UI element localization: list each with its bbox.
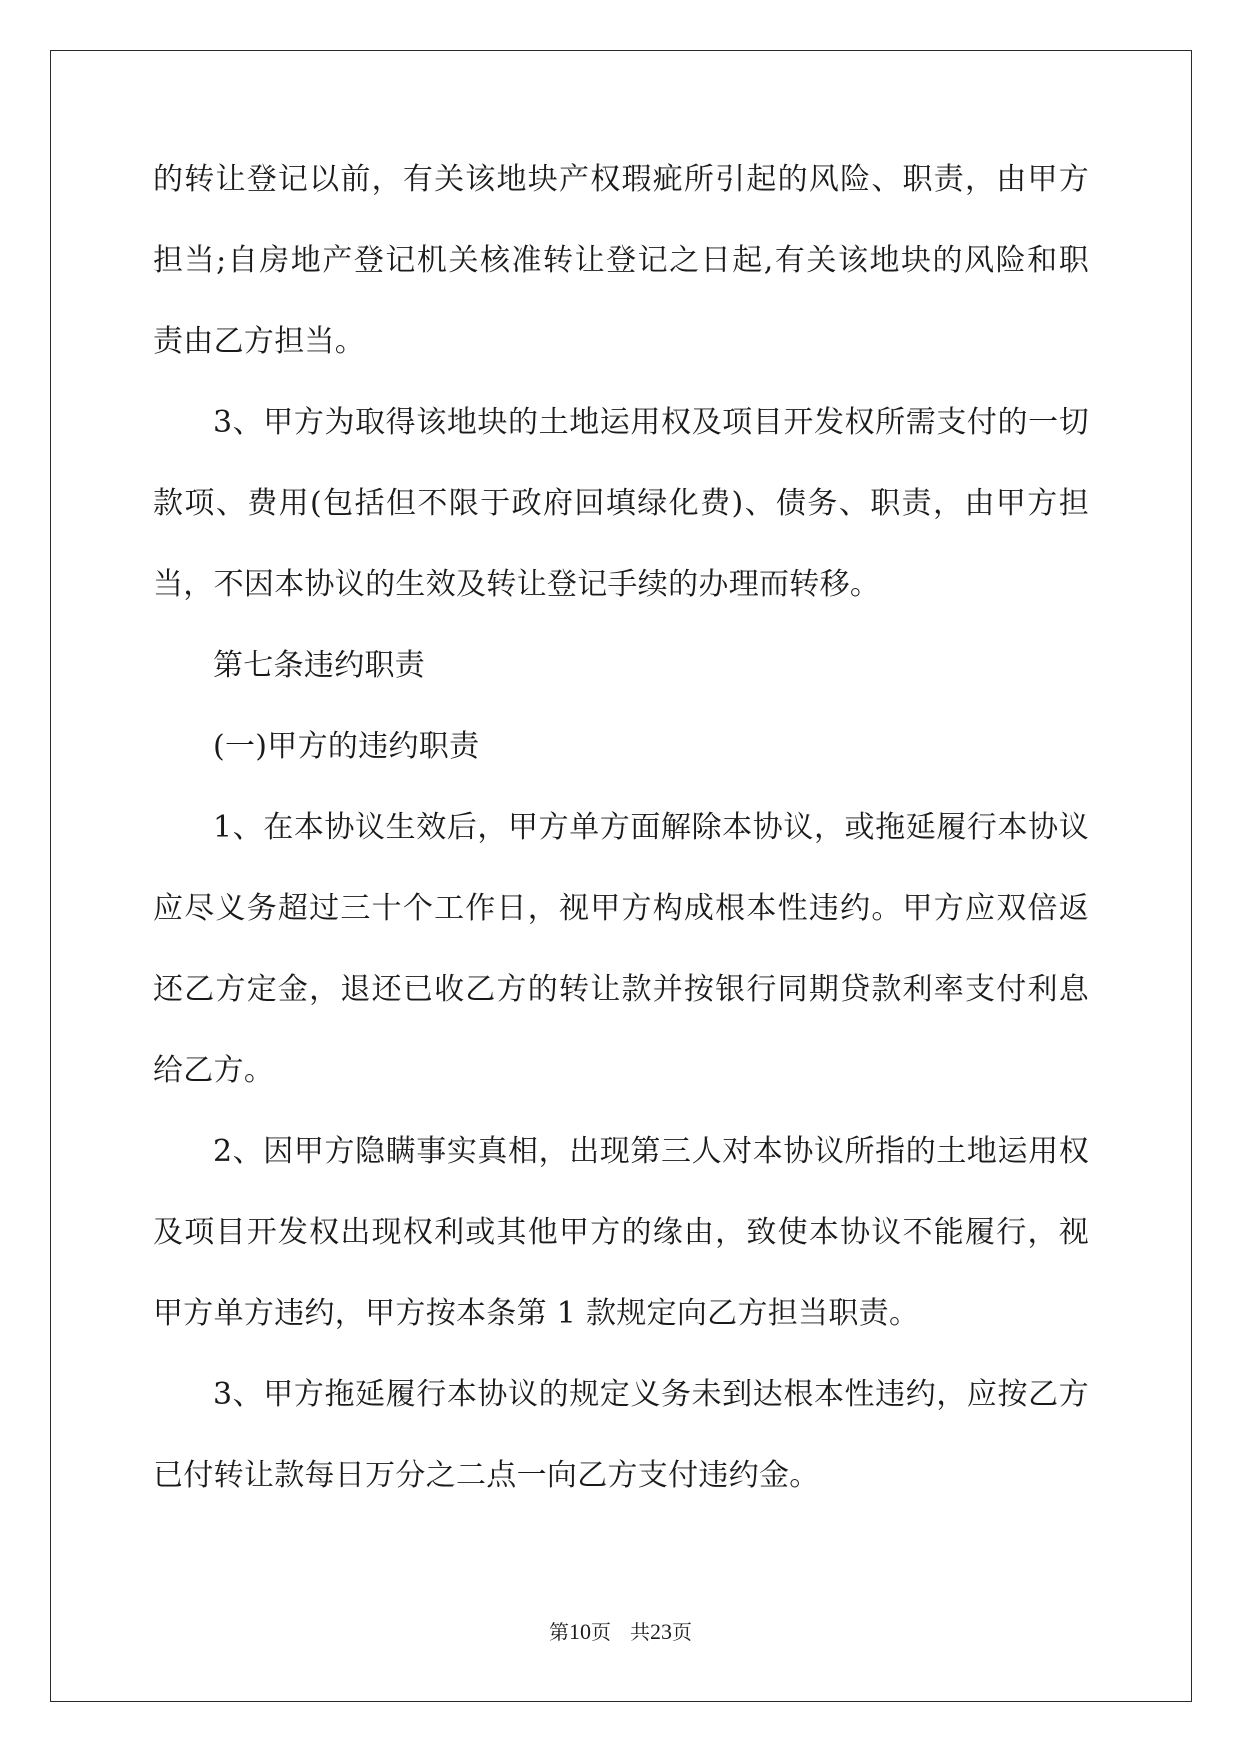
document-body bbox=[153, 162, 1089, 1539]
text-line: 甲方单方违约，甲方按本条第 1 款规定向乙方担当职责。 bbox=[153, 1296, 920, 1331]
page-label-suffix: 页 bbox=[590, 1620, 611, 1644]
text-line: 给乙方。 bbox=[153, 1053, 275, 1088]
total-label-prefix: 共 bbox=[630, 1620, 651, 1644]
text-line: 当，不因本协议的生效及转让登记手续的办理而转移。 bbox=[153, 567, 881, 602]
section-heading: 第七条违约职责 bbox=[213, 648, 426, 683]
page-footer bbox=[0, 1620, 1241, 1644]
text-line: 已付转让款每日万分之二点一向乙方支付违约金。 bbox=[153, 1458, 820, 1493]
text-line: 款项、费用(包括但不限于政府回填绿化费)、债务、职责，由甲方担 bbox=[153, 486, 1089, 521]
current-page-number: 10 bbox=[568, 1619, 591, 1644]
text-line: 应尽义务超过三十个工作日，视甲方构成根本性违约。甲方应双倍返 bbox=[153, 891, 1089, 926]
paragraph-start-line: 3、甲方拖延履行本协议的规定义务未到达根本性违约，应按乙方 bbox=[213, 1377, 1089, 1412]
text-line: 担当;自房地产登记机关核准转让登记之日起,有关该地块的风险和职 bbox=[153, 243, 1089, 278]
total-label-suffix: 页 bbox=[672, 1620, 693, 1644]
text-line: 及项目开发权出现权利或其他甲方的缘由，致使本协议不能履行，视 bbox=[153, 1215, 1089, 1250]
paragraph-start-line: 2、因甲方隐瞒事实真相，出现第三人对本协议所指的土地运用权 bbox=[213, 1134, 1089, 1169]
text-line: 的转让登记以前，有关该地块产权瑕疵所引起的风险、职责，由甲方 bbox=[153, 162, 1089, 197]
text-line: 责由乙方担当。 bbox=[153, 324, 366, 359]
subsection-heading: (一)甲方的违约职责 bbox=[213, 729, 480, 764]
text-line: 还乙方定金，退还已收乙方的转让款并按银行同期贷款利率支付利息 bbox=[153, 972, 1089, 1007]
total-page-count: 23 bbox=[650, 1619, 673, 1644]
page-label-prefix: 第 bbox=[548, 1620, 569, 1644]
paragraph-start-line: 3、甲方为取得该地块的土地运用权及项目开发权所需支付的一切 bbox=[213, 405, 1089, 440]
paragraph-start-line: 1、在本协议生效后，甲方单方面解除本协议，或拖延履行本协议 bbox=[213, 810, 1089, 845]
